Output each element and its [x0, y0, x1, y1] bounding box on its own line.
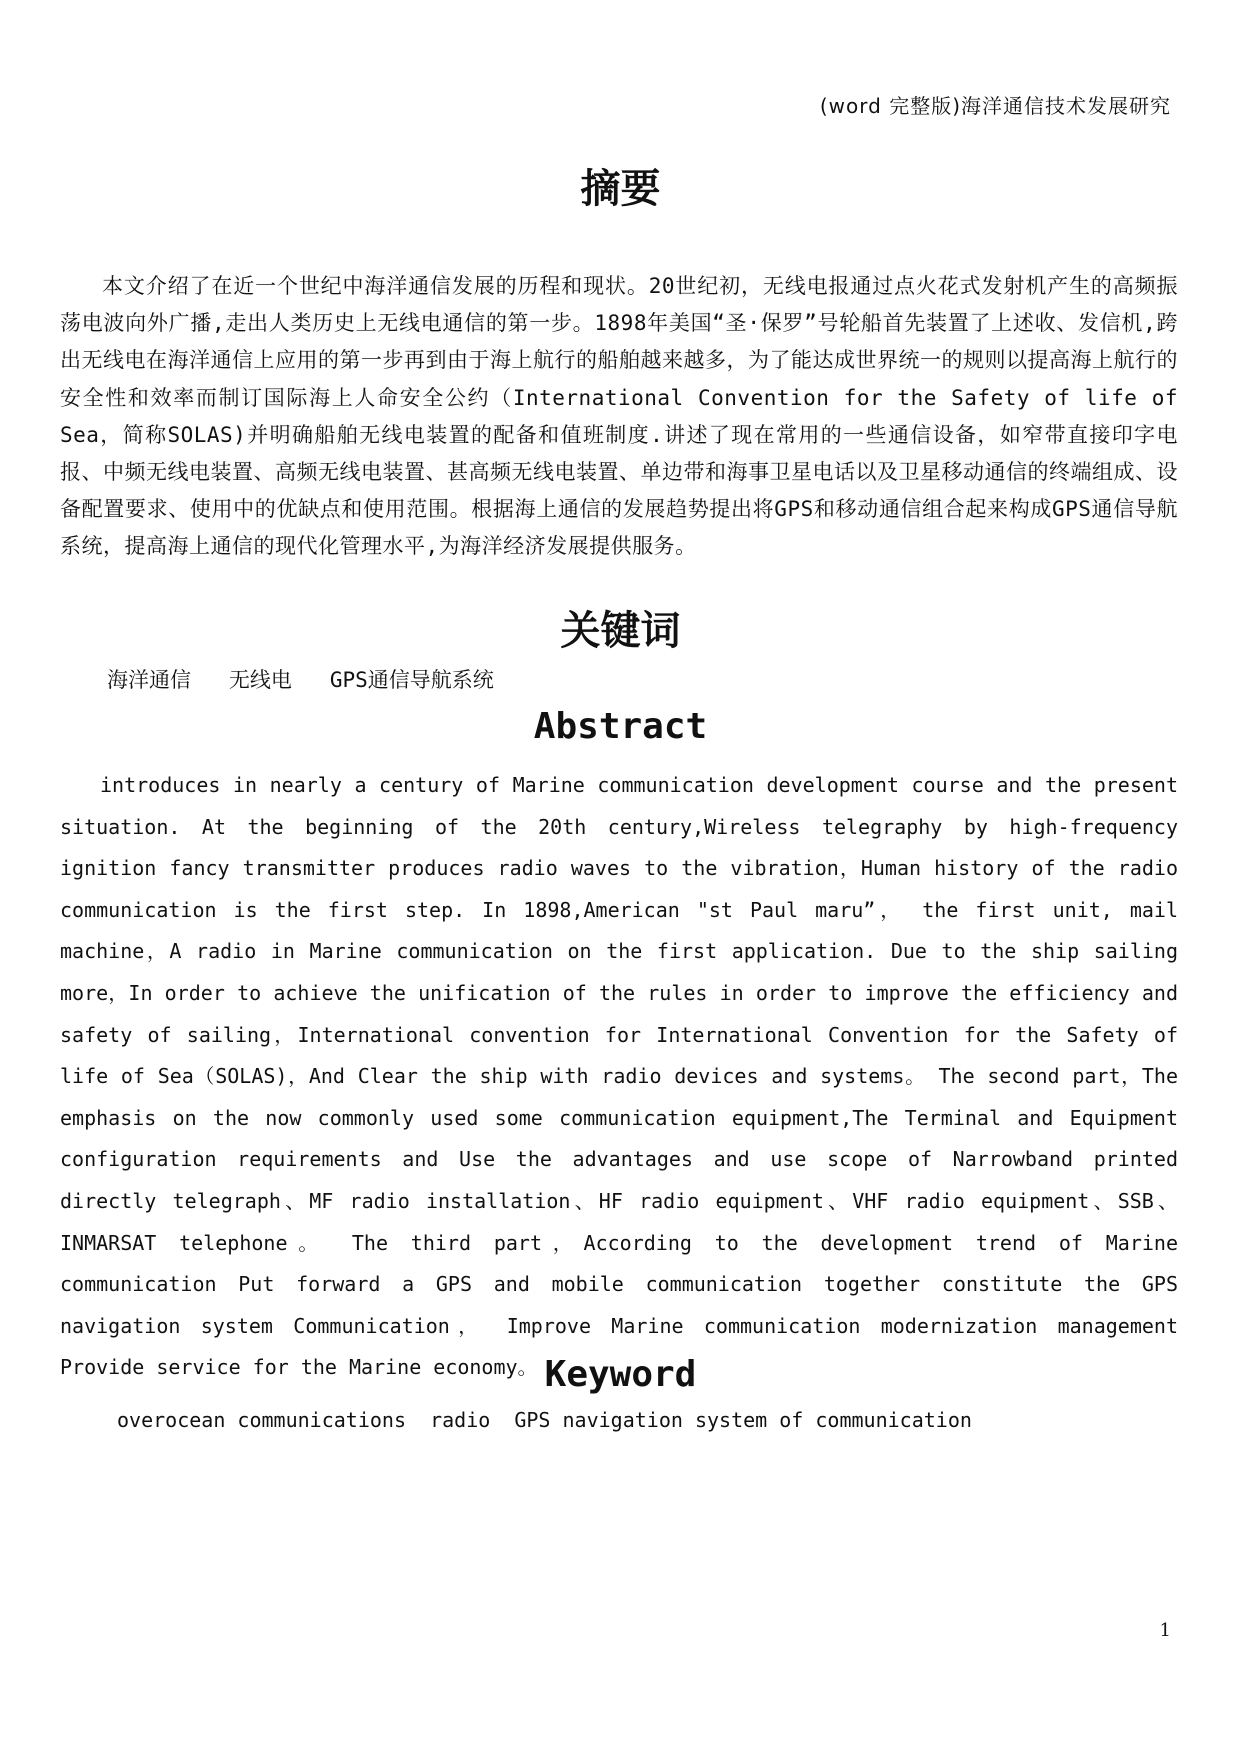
abstract-en-heading: Abstract: [533, 706, 708, 747]
keywords-cn-heading: 关键词: [560, 608, 681, 654]
page-number: 1: [1159, 1620, 1171, 1641]
keywords-en-text: overocean communications radio GPS navigation system of communication: [117, 1408, 972, 1432]
running-header: (word 完整版)海洋通信技术发展研究: [819, 94, 1171, 118]
keywords-en-heading: Keyword: [544, 1354, 697, 1395]
abstract-cn-heading: 摘要: [580, 166, 661, 212]
abstract-en-body: introduces in nearly a century of Marine communication development course and the present situation. At the beginning of the 20th century,Wireless telegraphy by high-frequency ignition fancy transmitter produces radio waves to the vibration，Human history of the radio communication is the first step. In 1898,American "st Paul maru”， the first unit, mail machine，A radio in Marine communication on the first application. Due to the ship sailing more，In order to achieve the unification of the rules in order to improve the efficiency and safety of sailing，International convention for International Convention for the Safety of life of Sea（SOLAS)，And Clear the ship with radio devices and systems。 The second part，The emphasis on the now commonly used some communication equipment,The Terminal and Equipment configuration requirements and Use the advantages and use scope of Narrowband printed directly telegraph、MF radio installation、HF radio equipment、VHF radio equipment、SSB、INMARSAT telephone。 The third part，According to the development trend of Marine communication Put forward a GPS and mobile communication together constitute the GPS navigation system Communication， Improve Marine communication modernization management Provide service for the Marine economy。: [60, 773, 1178, 1380]
abstract-cn-body: 本文介绍了在近一个世纪中海洋通信发展的历程和现状。20世纪初，无线电报通过点火花式发射机产生的高频振荡电波向外广播,走出人类历史上无线电通信的第一步。1898年美国“圣·保罗”号轮船首先装置了上述收、发信机,跨出无线电在海洋通信上应用的第一步再到由于海上航行的船舶越来越多，为了能达成世界统一的规则以提高海上航行的安全性和效率而制订国际海上人命安全公约（International Convention for the Safety of life of Sea，简称SOLAS)并明确船舶无线电装置的配备和值班制度.讲述了现在常用的一些通信设备，如窄带直接印字电报、中频无线电装置、高频无线电装置、甚高频无线电装置、单边带和海事卫星电话以及卫星移动通信的终端组成、设备配置要求、使用中的优缺点和使用范围。根据海上通信的发展趋势提出将GPS和移动通信组合起来构成GPS通信导航系统，提高海上通信的现代化管理水平,为海洋经济发展提供服务。: [60, 274, 1178, 559]
keywords-cn-text: 海洋通信 无线电 GPS通信导航系统: [107, 668, 494, 692]
